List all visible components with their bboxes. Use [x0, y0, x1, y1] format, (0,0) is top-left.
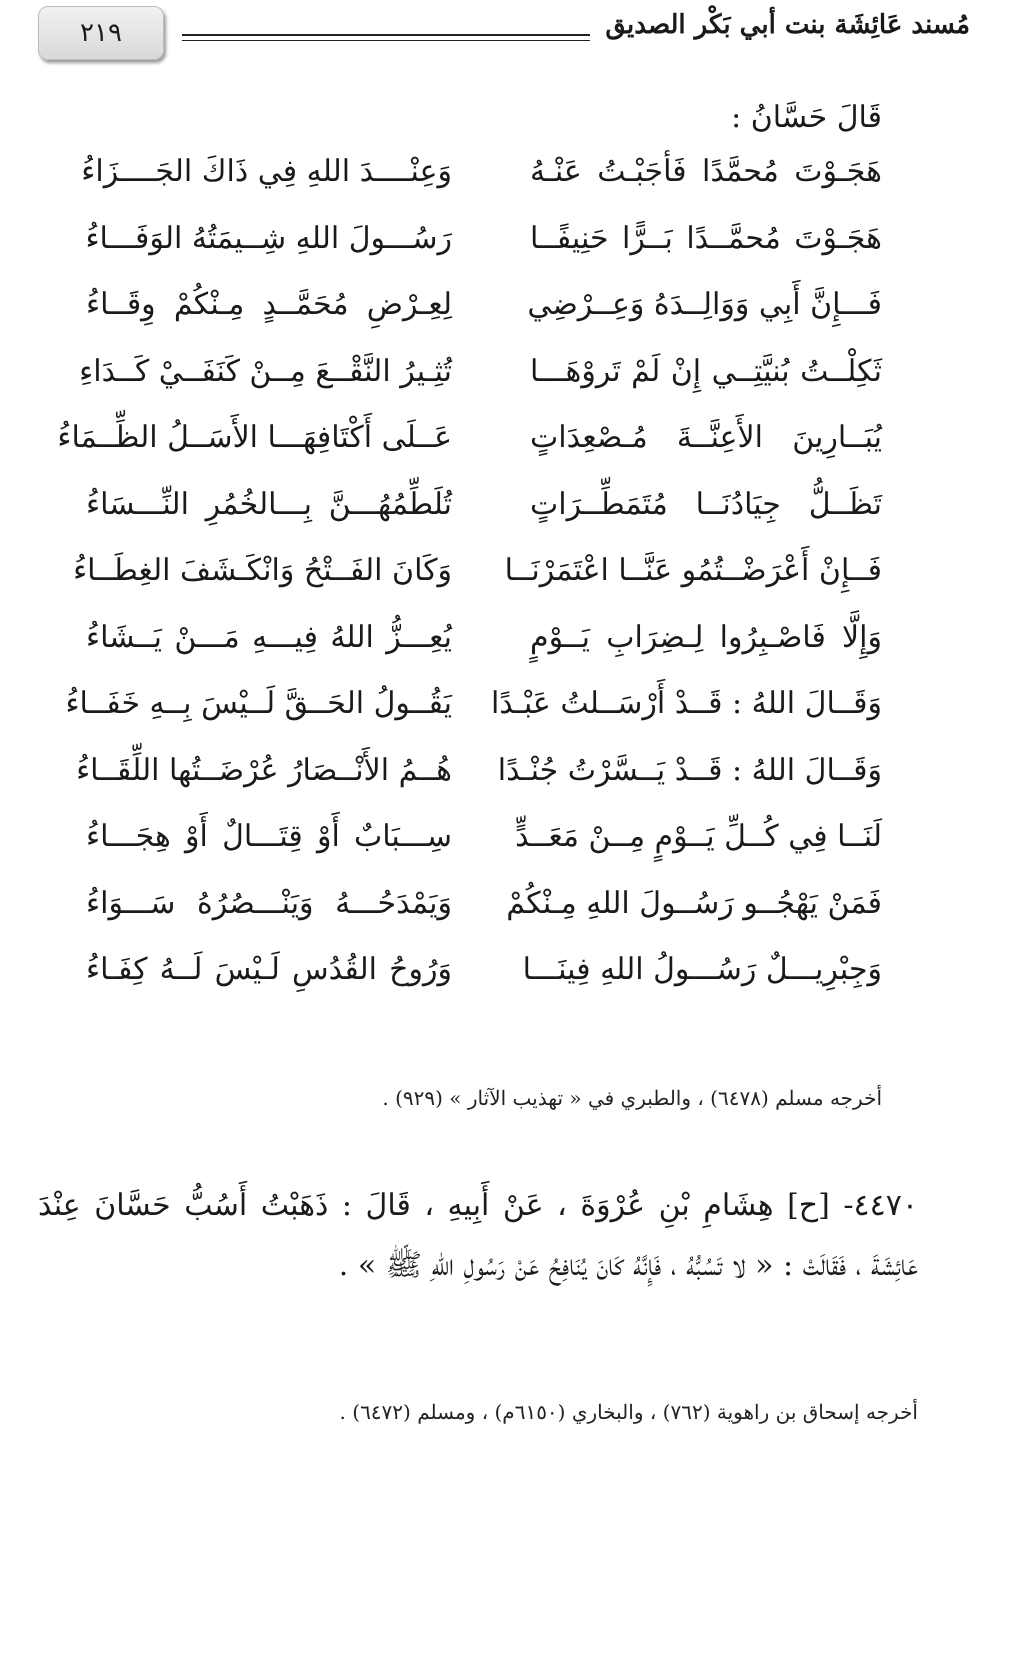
- verse-second-hemistich: يَقُــولُ الحَــقَّ لَــيْسَ بِــهِ خَفَــاءُ: [65, 686, 452, 721]
- verse-line: [0, 354, 1010, 421]
- poem-verses: [0, 154, 1010, 1019]
- verse-line: [0, 753, 1010, 820]
- poem-takhrij-footnote: أخرجه مسلم (٦٤٧٨) ، والطبري في « تهذيب الآثار » (٩٢٩) .: [382, 1086, 882, 1110]
- verse-second-hemistich: عَــلَى أَكْتَافِهَـــا الأَسَــلُ الظِّــمَاءُ: [57, 420, 452, 455]
- verse-first-hemistich: وَقَــالَ اللهُ : قَــدْ أَرْسَــلتُ عَبْـدًا: [490, 686, 882, 721]
- verse-first-hemistich: ثَكِلْــتُ بُنيَّتِــي إِنْ لَمْ تَروْهَـــا: [530, 353, 882, 389]
- verse-first-hemistich: هَجَـوْتَ مُحمَّــدًا بَــرًّا حَنِيفًــا: [530, 220, 882, 256]
- verse-second-hemistich: وَرُوحُ القُدُسِ لَـيْسَ لَــهُ كِفَـاءُ: [86, 952, 452, 987]
- verse-second-hemistich: سِـــبَابٌ أَوْ قِتَـــالٌ أَوْ هِجَـــاءُ: [86, 819, 452, 854]
- verse-second-hemistich: تُلَطِّمُهُـــنَّ بِـــالخُمُرِ النِّـــسَاءُ: [86, 486, 452, 522]
- verse-first-hemistich: هَجَـوْتَ مُحمَّدًا فَأجَبْـتُ عَنْـهُ: [530, 154, 882, 189]
- verse-line: [0, 819, 1010, 886]
- verse-first-hemistich: تَظَــلُّ جِيَادُنَــا مُتَمَطِّــرَاتٍ: [530, 486, 882, 522]
- verse-first-hemistich: فَمَنْ يَهْجُــو رَسُــولَ اللهِ مِـنْكُمْ: [506, 885, 882, 921]
- verse-second-hemistich: تُثِـيرُ النَّقْــعَ مِــنْ كَنَفَــيْ كَــدَاءِ: [79, 353, 452, 389]
- verse-first-hemistich: فَـــإِنَّ أَبِي وَوَالِــدَهُ وَعِــرْضِي: [527, 287, 882, 322]
- poem-intro: قَالَ حَسَّانُ :: [731, 100, 882, 135]
- verse-first-hemistich: فَــإِنْ أَعْرَضْــتُمُو عَنَّــا اعْتَمَرْنَــا: [504, 553, 882, 588]
- running-header-title: مُسند عَائِشَة بنت أبي بَكْر الصديق: [605, 10, 970, 40]
- verse-first-hemistich: يُبَــارِينَ الأَعِنَّــةَ مُـصْعِدَاتٍ: [530, 420, 882, 455]
- hadith-text: [38, 1176, 918, 1296]
- verse-line: [0, 886, 1010, 953]
- verse-line: [0, 620, 1010, 687]
- verse-line: [0, 487, 1010, 554]
- verse-second-hemistich: يُعِـــزُّ اللهُ فِيـــهِ مَـــنْ يَــشَاءُ: [86, 619, 452, 655]
- verse-line: [0, 221, 1010, 288]
- verse-second-hemistich: وَكَانَ الفَــتْحُ وَانْكَـشَفَ الغِطَــاءُ: [73, 553, 452, 588]
- verse-line: [0, 952, 1010, 1019]
- header-rule-thin: [182, 40, 590, 41]
- verse-line: [0, 420, 1010, 487]
- page-number-badge: [38, 6, 164, 60]
- header-rule: [182, 34, 590, 36]
- verse-first-hemistich: وَقَــالَ اللهُ : قَــدْ يَــسَّرْتُ جُنْـدًا: [497, 752, 882, 788]
- hadith-takhrij-footnote: أخرجه إسحاق بن راهوية (٧٦٢) ، والبخاري (٦١٥٠م) ، ومسلم (٦٤٧٢) .: [339, 1400, 918, 1424]
- page-number: ٢١٩: [80, 18, 122, 48]
- verse-second-hemistich: هُــمُ الأَنْــصَارُ عُرْضَــتُها اللِّقَــاءُ: [76, 752, 452, 788]
- verse-line: [0, 686, 1010, 753]
- verse-line: [0, 287, 1010, 354]
- verse-first-hemistich: وَجِبْرِيـــلٌ رَسُـــولُ اللهِ فِينَـــا: [522, 952, 882, 987]
- verse-second-hemistich: وَعِنْــــدَ اللهِ فِي ذَاكَ الجَــــزَاءُ: [81, 154, 452, 189]
- verse-second-hemistich: رَسُـــولَ اللهِ شِــيمَتُهُ الوَفَـــاءُ: [85, 220, 452, 256]
- hadith-line: عَائِشَةَ ، فَقَالَتْ : « لا تَسُبُّهُ ، فَإِنَّهُ كَانَ يُنَافِحُ عَنْ رَسُولِ اللهِ ﷺ » .: [338, 1248, 918, 1283]
- verse-second-hemistich: لِعِـرْضِ مُحَمَّــدٍ مِـنْكُمْ وِقَــاءُ: [86, 287, 452, 322]
- verse-first-hemistich: لَنَــا فِي كُــلِّ يَــوْمٍ مِــنْ مَعَــدٍّ: [515, 819, 882, 854]
- verse-line: [0, 154, 1010, 221]
- verse-first-hemistich: وَإِلَّا فَاصْـبِرُوا لِـضِرَابِ يَــوْمٍ: [530, 619, 882, 655]
- hadith-line: ٤٤٧٠- [ح] هِشَامِ بْنِ عُرْوَةَ ، عَنْ أَبِيهِ ، قَالَ : ذَهَبْتُ أَسُبُّ حَسَّانَ عِنْدَ: [38, 1188, 918, 1223]
- verse-line: [0, 553, 1010, 620]
- verse-second-hemistich: وَيَمْدَحُـــهُ وَيَنْـــصُرُهُ سَـــوَاءُ: [86, 885, 452, 921]
